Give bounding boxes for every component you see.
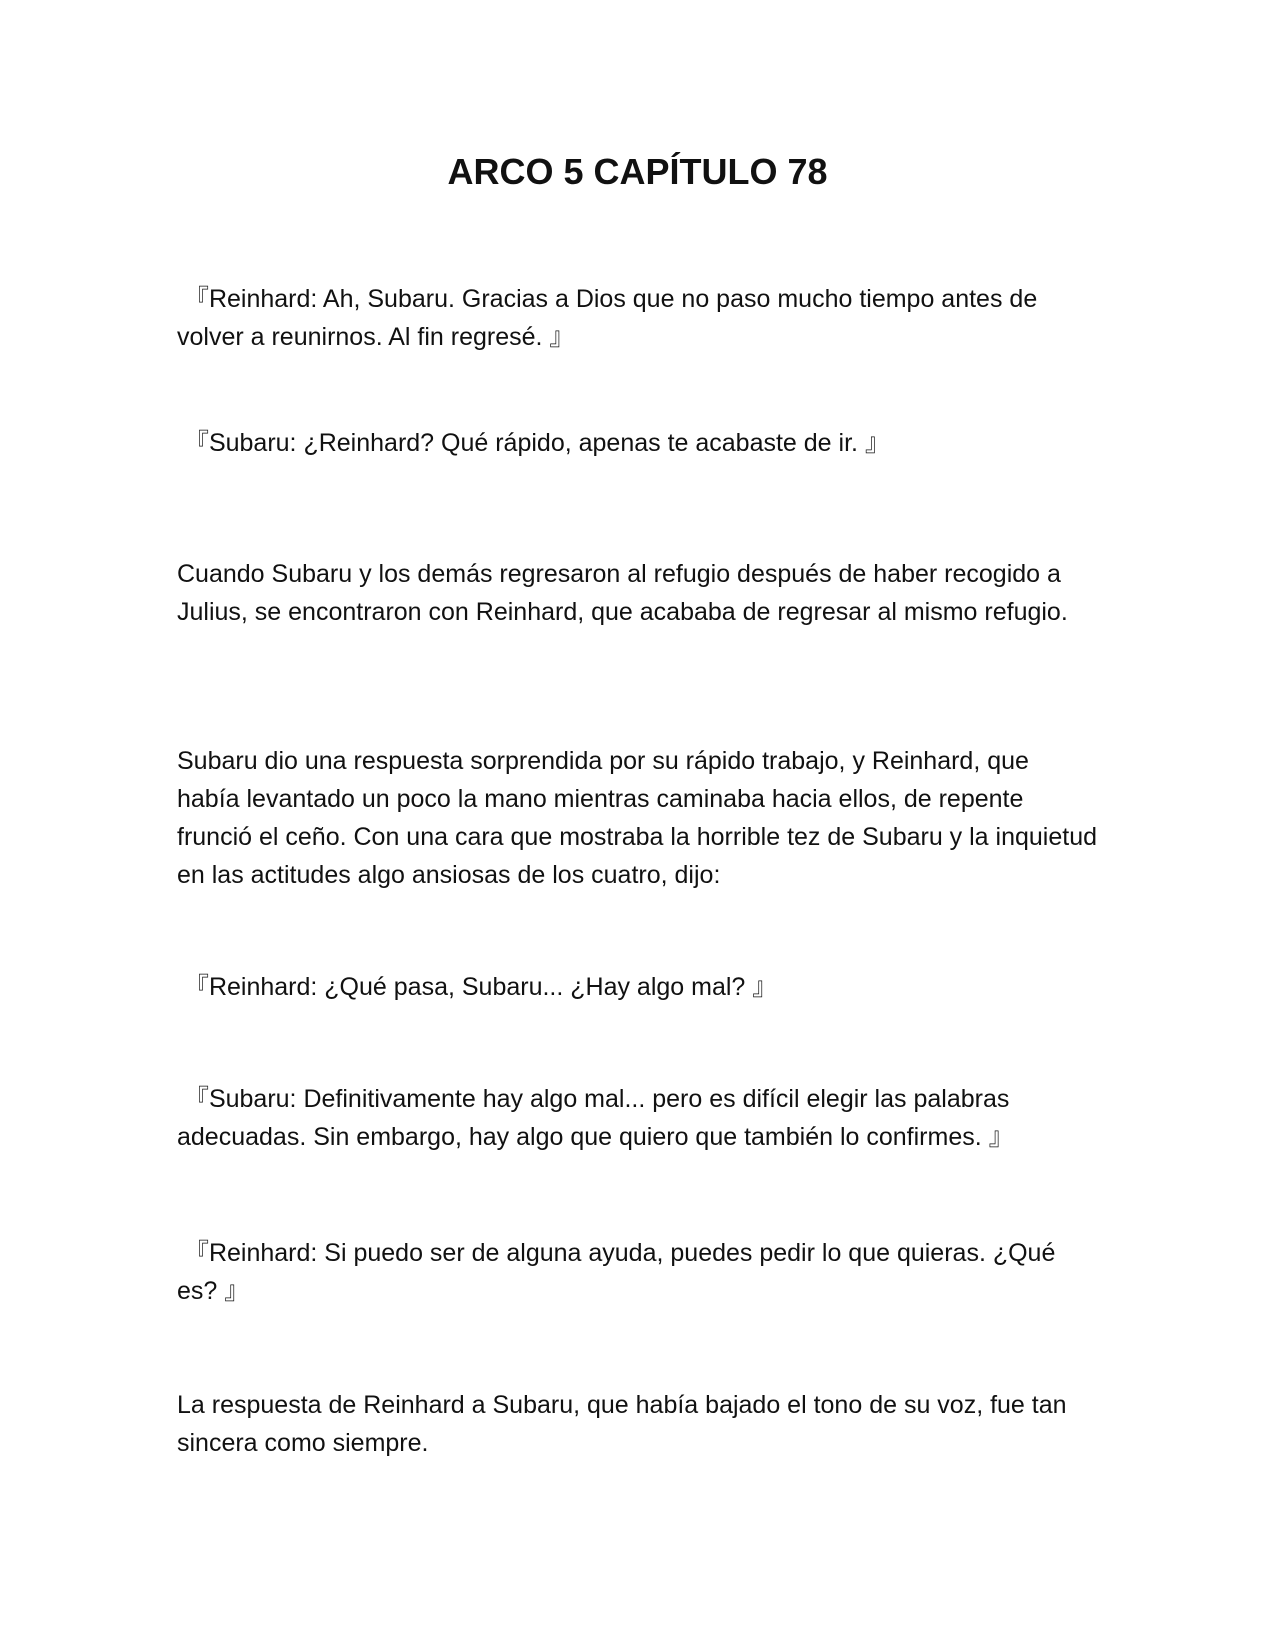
paragraph-reinhard-greeting: 『Reinhard: Ah, Subaru. Gracias a Dios que no paso mucho tiempo antes de volver a reunirnos. Al fin regresé. 』 bbox=[177, 285, 1038, 351]
paragraph-subaru-request: 『Subaru: Definitivamente hay algo mal... pero es difícil elegir las palabras adecuadas. Sin embargo, hay algo que quiero que también lo confirmes. 』 bbox=[177, 1085, 1014, 1151]
paragraph-narration-reaction: Subaru dio una respuesta sorprendida por su rápido trabajo, y Reinhard, que había levantado un poco la mano mientras caminaba hacia ellos, de repente frunció el ceño. Con una cara que mostraba la horrible tez de Subaru y la inquietud en las actitudes algo ansiosas de los cuatro, dijo: bbox=[177, 747, 1098, 889]
chapter-title: ARCO 5 CAPÍTULO 78 bbox=[447, 151, 828, 192]
paragraph-narration-refuge: Cuando Subaru y los demás regresaron al refugio después de haber recogido a Julius, se encontraron con Reinhard, que acababa de regresar al mismo refugio. bbox=[177, 560, 1068, 626]
paragraph-narration-sincere: La respuesta de Reinhard a Subaru, que había bajado el tono de su voz, fue tan sincera como siempre. bbox=[177, 1391, 1067, 1457]
paragraph-reinhard-question: 『Reinhard: ¿Qué pasa, Subaru... ¿Hay algo mal? 』 bbox=[177, 973, 778, 1001]
paragraph-reinhard-offer: 『Reinhard: Si puedo ser de alguna ayuda, puedes pedir lo que quieras. ¿Qué es? 』 bbox=[177, 1239, 1056, 1305]
paragraph-subaru-reply: 『Subaru: ¿Reinhard? Qué rápido, apenas te acabaste de ir. 』 bbox=[177, 429, 890, 457]
